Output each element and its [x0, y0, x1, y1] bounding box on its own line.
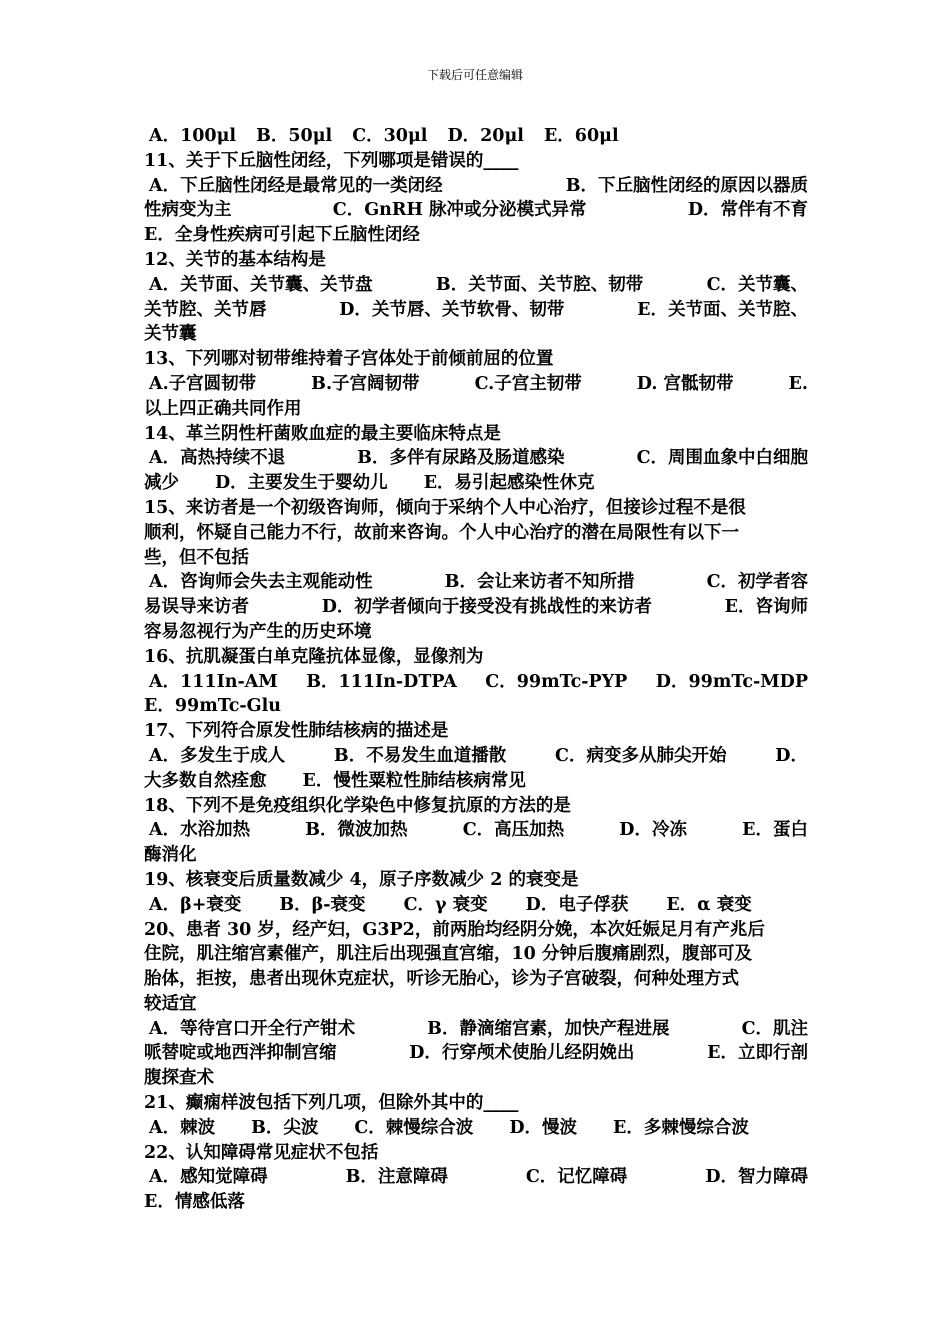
text-segment: E．咨询师	[724, 597, 808, 618]
text-line	[144, 546, 808, 571]
text-segment: B．尖波	[251, 1117, 319, 1138]
text-segment: D．99mTc-MDP	[655, 671, 808, 692]
text-line	[144, 843, 808, 868]
text-segment: 16、抗肌凝蛋白单克隆抗体显像，显像剂为	[144, 646, 484, 667]
text-segment: C．病变多从肺尖开始	[555, 745, 727, 766]
text-segment: D．冷冻	[619, 820, 687, 841]
text-line	[144, 670, 808, 695]
text-line	[144, 149, 808, 174]
text-line	[144, 198, 808, 223]
text-line	[144, 620, 808, 645]
text-segment: E．易引起感染性休克	[423, 473, 595, 494]
text-segment: 性病变为主	[144, 200, 232, 221]
text-segment: 关节囊	[144, 324, 197, 345]
document-body	[144, 124, 808, 1215]
text-segment: E．关节面、关节腔、	[637, 299, 808, 320]
text-segment: E．多棘慢综合波	[613, 1117, 749, 1138]
text-segment: 11、关于下丘脑性闭经，下列哪项是错误的____	[144, 150, 519, 171]
text-line	[144, 1091, 808, 1116]
text-segment: 13、下列哪对韧带维持着子宫体处于前倾前屈的位置	[144, 349, 554, 370]
text-segment: C．关节囊、	[706, 274, 808, 295]
text-segment: 22、认知障碍常见症状不包括	[144, 1142, 379, 1163]
text-line	[144, 521, 808, 546]
text-line	[144, 769, 808, 794]
text-line	[144, 422, 808, 447]
text-line	[144, 918, 808, 943]
text-line	[144, 496, 808, 521]
text-segment: A．100μl	[149, 126, 237, 146]
page-header: 下载后可任意编辑	[426, 68, 523, 82]
text-segment: 哌替啶或地西泮抑制宫缩	[144, 1043, 337, 1064]
text-segment: E．立即行剖	[707, 1043, 808, 1064]
text-segment: 住院，肌注缩宫素催产，肌注后出现强直宫缩，10 分钟后腹痛剧烈，腹部可及	[144, 944, 752, 965]
text-line	[144, 868, 808, 893]
text-segment: B．下丘脑性闭经的原因以器质	[565, 175, 808, 196]
text-segment: C．记忆障碍	[525, 1167, 628, 1188]
text-segment: E．α 衰变	[666, 894, 752, 915]
text-line	[144, 942, 808, 967]
text-segment: A．高热持续不退	[149, 448, 286, 469]
text-segment: C．99mTc-PYP	[485, 671, 628, 692]
text-segment: 顺利，怀疑自己能力不行，故前来咨询。个人中心治疗的潜在局限性有以下一	[144, 522, 739, 543]
text-segment: A．关节面、关节囊、关节盘	[149, 274, 373, 295]
text-segment: 容易忽视行为产生的历史环境	[144, 621, 372, 642]
text-segment: E．情感低落	[144, 1192, 245, 1213]
text-line	[144, 645, 808, 670]
text-segment: 些，但不包括	[144, 547, 249, 568]
text-segment: A．下丘脑性闭经是最常见的一类闭经	[149, 175, 443, 196]
text-line	[144, 372, 808, 397]
text-segment: 关节腔、关节唇	[144, 299, 267, 320]
text-segment: C.子宫主韧带	[474, 373, 582, 394]
text-segment: D．电子俘获	[525, 894, 629, 915]
text-line	[144, 794, 808, 819]
text-segment: 18、下列不是免疫组织化学染色中修复抗原的方法的是	[144, 795, 571, 816]
text-line	[144, 347, 808, 372]
text-line	[144, 1165, 808, 1190]
text-segment: B．多伴有尿路及肠道感染	[357, 448, 565, 469]
text-line	[144, 446, 808, 471]
text-line	[144, 719, 808, 744]
text-line	[144, 471, 808, 496]
text-segment: 15、来访者是一个初级咨询师，倾向于采纳个人中心治疗，但接诊过程不是很	[144, 497, 746, 518]
text-line	[144, 1190, 808, 1215]
text-segment: B．注意障碍	[345, 1167, 448, 1188]
text-segment: C．棘慢综合波	[354, 1117, 474, 1138]
text-line	[144, 174, 808, 199]
text-segment: A．多发生于成人	[149, 745, 286, 766]
text-segment: E．99mTc-Glu	[144, 696, 281, 717]
text-segment: B．静滴缩宫素，加快产程进展	[427, 1018, 670, 1039]
text-segment: B．111In-DTPA	[306, 671, 457, 692]
text-segment: C．肌注	[741, 1018, 808, 1039]
text-segment: 酶消化	[144, 845, 197, 866]
text-segment: A．β+衰变	[149, 894, 242, 915]
text-line	[144, 818, 808, 843]
text-segment: 大多数自然痊愈	[144, 770, 267, 791]
text-segment: B．微波加热	[305, 820, 408, 841]
text-segment: A．等待宫口开全行产钳术	[149, 1018, 356, 1039]
text-line	[144, 124, 808, 149]
text-segment: A．水浴加热	[149, 820, 251, 841]
text-line	[144, 248, 808, 273]
text-line	[144, 967, 808, 992]
text-segment: 12、关节的基本结构是	[144, 249, 326, 270]
text-line	[144, 1116, 808, 1141]
text-segment: C．GnRH 脉冲或分泌模式异常	[332, 200, 587, 221]
text-line	[144, 1041, 808, 1066]
text-line	[144, 1141, 808, 1166]
text-segment: C．周围血象中白细胞	[636, 448, 808, 469]
text-line	[144, 694, 808, 719]
text-segment: B．不易发生血道播散	[333, 745, 507, 766]
text-line	[144, 397, 808, 422]
text-segment: D．关节唇、关节软骨、韧带	[339, 299, 565, 320]
text-segment: 以上四正确共同作用	[144, 398, 302, 419]
text-segment: D．慢波	[509, 1117, 577, 1138]
text-segment: D．常伴有不育	[687, 200, 808, 221]
text-segment: 腹探查术	[144, 1068, 214, 1089]
text-segment: A.子宫圆韧带	[149, 373, 257, 394]
text-segment: C．30μl	[352, 126, 428, 146]
text-segment: B．关节面、关节腔、韧带	[435, 274, 644, 295]
text-segment: 19、核衰变后质量数减少 4，原子序数减少 2 的衰变是	[144, 869, 579, 890]
text-line	[144, 298, 808, 323]
text-segment: E．全身性疾病可引起下丘脑性闭经	[144, 225, 420, 246]
text-segment: D．初学者倾向于接受没有挑战性的来访者	[321, 597, 652, 618]
text-segment: 20、患者 30 岁，经产妇，G3P2，前两胎均经阴分娩，本次妊娠足月有产兆后	[144, 919, 765, 940]
text-line	[144, 1017, 808, 1042]
text-segment: A．棘波	[149, 1117, 216, 1138]
text-segment: C．高压加热	[462, 820, 565, 841]
text-line	[144, 1066, 808, 1091]
text-segment: D．20μl	[447, 126, 524, 146]
text-line	[144, 570, 808, 595]
text-line	[144, 744, 808, 769]
text-segment: D. 宫骶韧带	[636, 373, 734, 394]
text-segment: B．50μl	[256, 126, 333, 146]
text-segment: E．蛋白	[742, 820, 808, 841]
text-segment: 14、革兰阴性杆菌败血症的最主要临床特点是	[144, 423, 501, 444]
text-segment: 胎体，拒按，患者出现休克症状，听诊无胎心，诊为子宫破裂，何种处理方式	[144, 969, 739, 990]
text-line	[144, 223, 808, 248]
text-segment: C．初学者容	[706, 572, 808, 593]
text-segment: D．主要发生于婴幼儿	[215, 473, 388, 494]
text-line	[144, 893, 808, 918]
text-line	[144, 992, 808, 1017]
text-segment: D．智力障碍	[705, 1167, 808, 1188]
text-segment: 减少	[144, 473, 179, 494]
text-segment: 较适宜	[144, 993, 197, 1014]
text-segment: B．会让来访者不知所措	[444, 572, 635, 593]
text-segment: E．60μl	[543, 126, 619, 146]
text-segment: E.	[788, 373, 808, 394]
text-line	[144, 595, 808, 620]
text-segment: A．咨询师会失去主观能动性	[149, 572, 373, 593]
text-segment: 17、下列符合原发性肺结核病的描述是	[144, 721, 449, 742]
text-segment: B.子宫阔韧带	[311, 373, 420, 394]
text-segment: D．行穿颅术使胎儿经阴娩出	[409, 1043, 635, 1064]
text-segment: D．	[775, 745, 808, 766]
text-line	[144, 322, 808, 347]
text-segment: B．β-衰变	[279, 894, 366, 915]
text-segment: 易误导来访者	[144, 597, 249, 618]
text-segment: C．γ 衰变	[403, 894, 488, 915]
text-segment: A．感知觉障碍	[149, 1167, 268, 1188]
text-line	[144, 273, 808, 298]
text-segment: 21、癫痫样波包括下列几项，但除外其中的____	[144, 1093, 519, 1114]
text-segment: E．慢性粟粒性肺结核病常见	[302, 770, 526, 791]
text-segment: A．111In-AM	[149, 671, 278, 692]
